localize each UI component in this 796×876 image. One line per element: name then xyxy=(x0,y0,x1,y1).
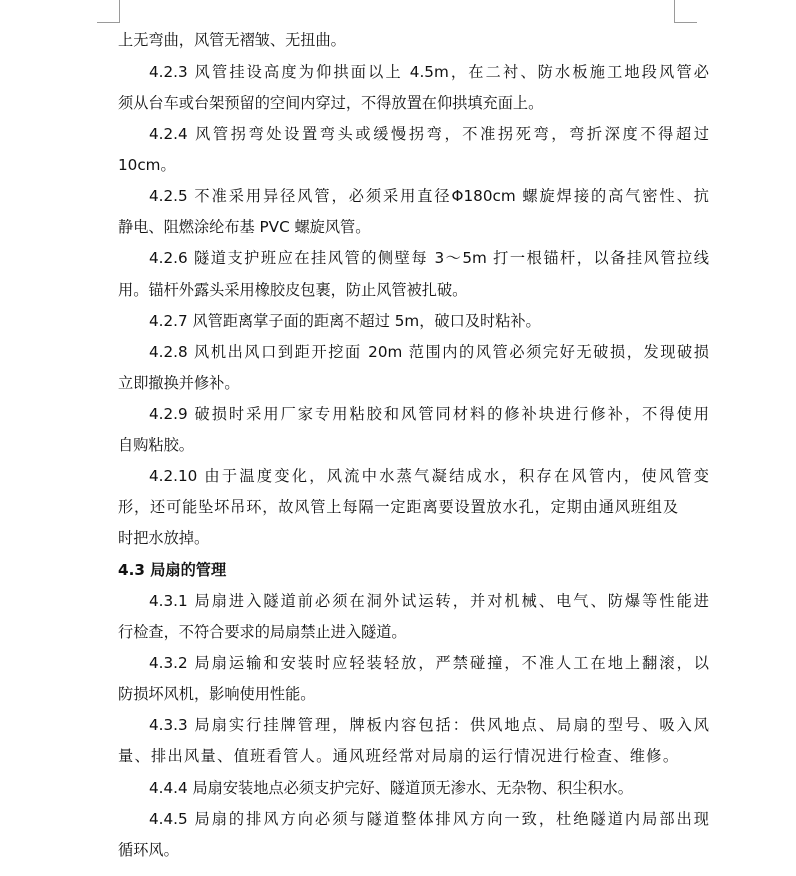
text-line: 4.4.5 局扇的排风方向必须与隧道整体排风方向一致，杜绝隧道内局部出现 xyxy=(149,810,709,828)
text-line: 形，还可能坠坏吊环，故风管上每隔一定距离要设置放水孔，定期由通风班组及 xyxy=(118,498,678,516)
text-line: 4.2.8 风机出风口到距开挖面 20m 范围内的风管必须完好无破损，发现破损 xyxy=(149,343,709,361)
text-line: 防损坏风机，影响使用性能。 xyxy=(118,685,316,703)
text-line: 4.2.7 风管距离掌子面的距离不超过 5m，破口及时粘补。 xyxy=(149,312,541,330)
text-line: 静电、阻燃涂纶布基 PVC 螺旋风管。 xyxy=(118,218,371,236)
text-line: 4.4.4 局扇安装地点必须支护完好、隧道顶无渗水、无杂物、积尘积水。 xyxy=(149,779,633,797)
text-line: 立即撤换并修补。 xyxy=(118,374,240,392)
text-line: 行检查，不符合要求的局扇禁止进入隧道。 xyxy=(118,623,407,641)
text-line: 4.3.3 局扇实行挂牌管理，牌板内容包括：供风地点、局扇的型号、吸入风 xyxy=(149,716,709,734)
crop-mark-top-left xyxy=(97,0,120,23)
text-line: 循环风。 xyxy=(118,841,179,859)
text-line: 4.2.3 风管挂设高度为仰拱面以上 4.5m，在二衬、防水板施工地段风管必 xyxy=(149,63,709,81)
text-line: 4.3.2 局扇运输和安装时应轻装轻放，严禁碰撞，不准人工在地上翻滚，以 xyxy=(149,654,709,672)
text-line: 时把水放掉。 xyxy=(118,529,210,547)
text-line: 4.2.5 不准采用异径风管，必须采用直径Φ180cm 螺旋焊接的高气密性、抗 xyxy=(149,187,709,205)
text-line: 自购粘胶。 xyxy=(118,436,194,454)
text-line: 须从台车或台架预留的空间内穿过，不得放置在仰拱填充面上。 xyxy=(118,94,544,112)
text-line: 4.2.10 由于温度变化，风流中水蒸气凝结成水，积存在风管内，使风管变 xyxy=(149,467,709,485)
text-line: 4.2.4 风管拐弯处设置弯头或缓慢拐弯，不准拐死弯，弯折深度不得超过 xyxy=(149,125,709,143)
text-line: 用。锚杆外露头采用橡胶皮包裹，防止风管被扎破。 xyxy=(118,281,468,299)
text-line: 4.2.6 隧道支护班应在挂风管的侧壁每 3～5m 打一根锚杆，以备挂风管拉线 xyxy=(149,249,709,267)
text-line: 上无弯曲，风管无褶皱、无扭曲。 xyxy=(118,31,346,49)
text-line: 4.2.9 破损时采用厂家专用粘胶和风管同材料的修补块进行修补，不得使用 xyxy=(149,405,709,423)
section-heading: 4.3 局扇的管理 xyxy=(118,561,227,579)
text-line: 4.3.1 局扇进入隧道前必须在洞外试运转，并对机械、电气、防爆等性能进 xyxy=(149,592,709,610)
text-line: 量、排出风量、值班看管人。通风班经常对局扇的运行情况进行检查、维修。 xyxy=(118,747,678,765)
crop-mark-top-right xyxy=(674,0,697,23)
text-line: 10cm。 xyxy=(118,156,176,174)
